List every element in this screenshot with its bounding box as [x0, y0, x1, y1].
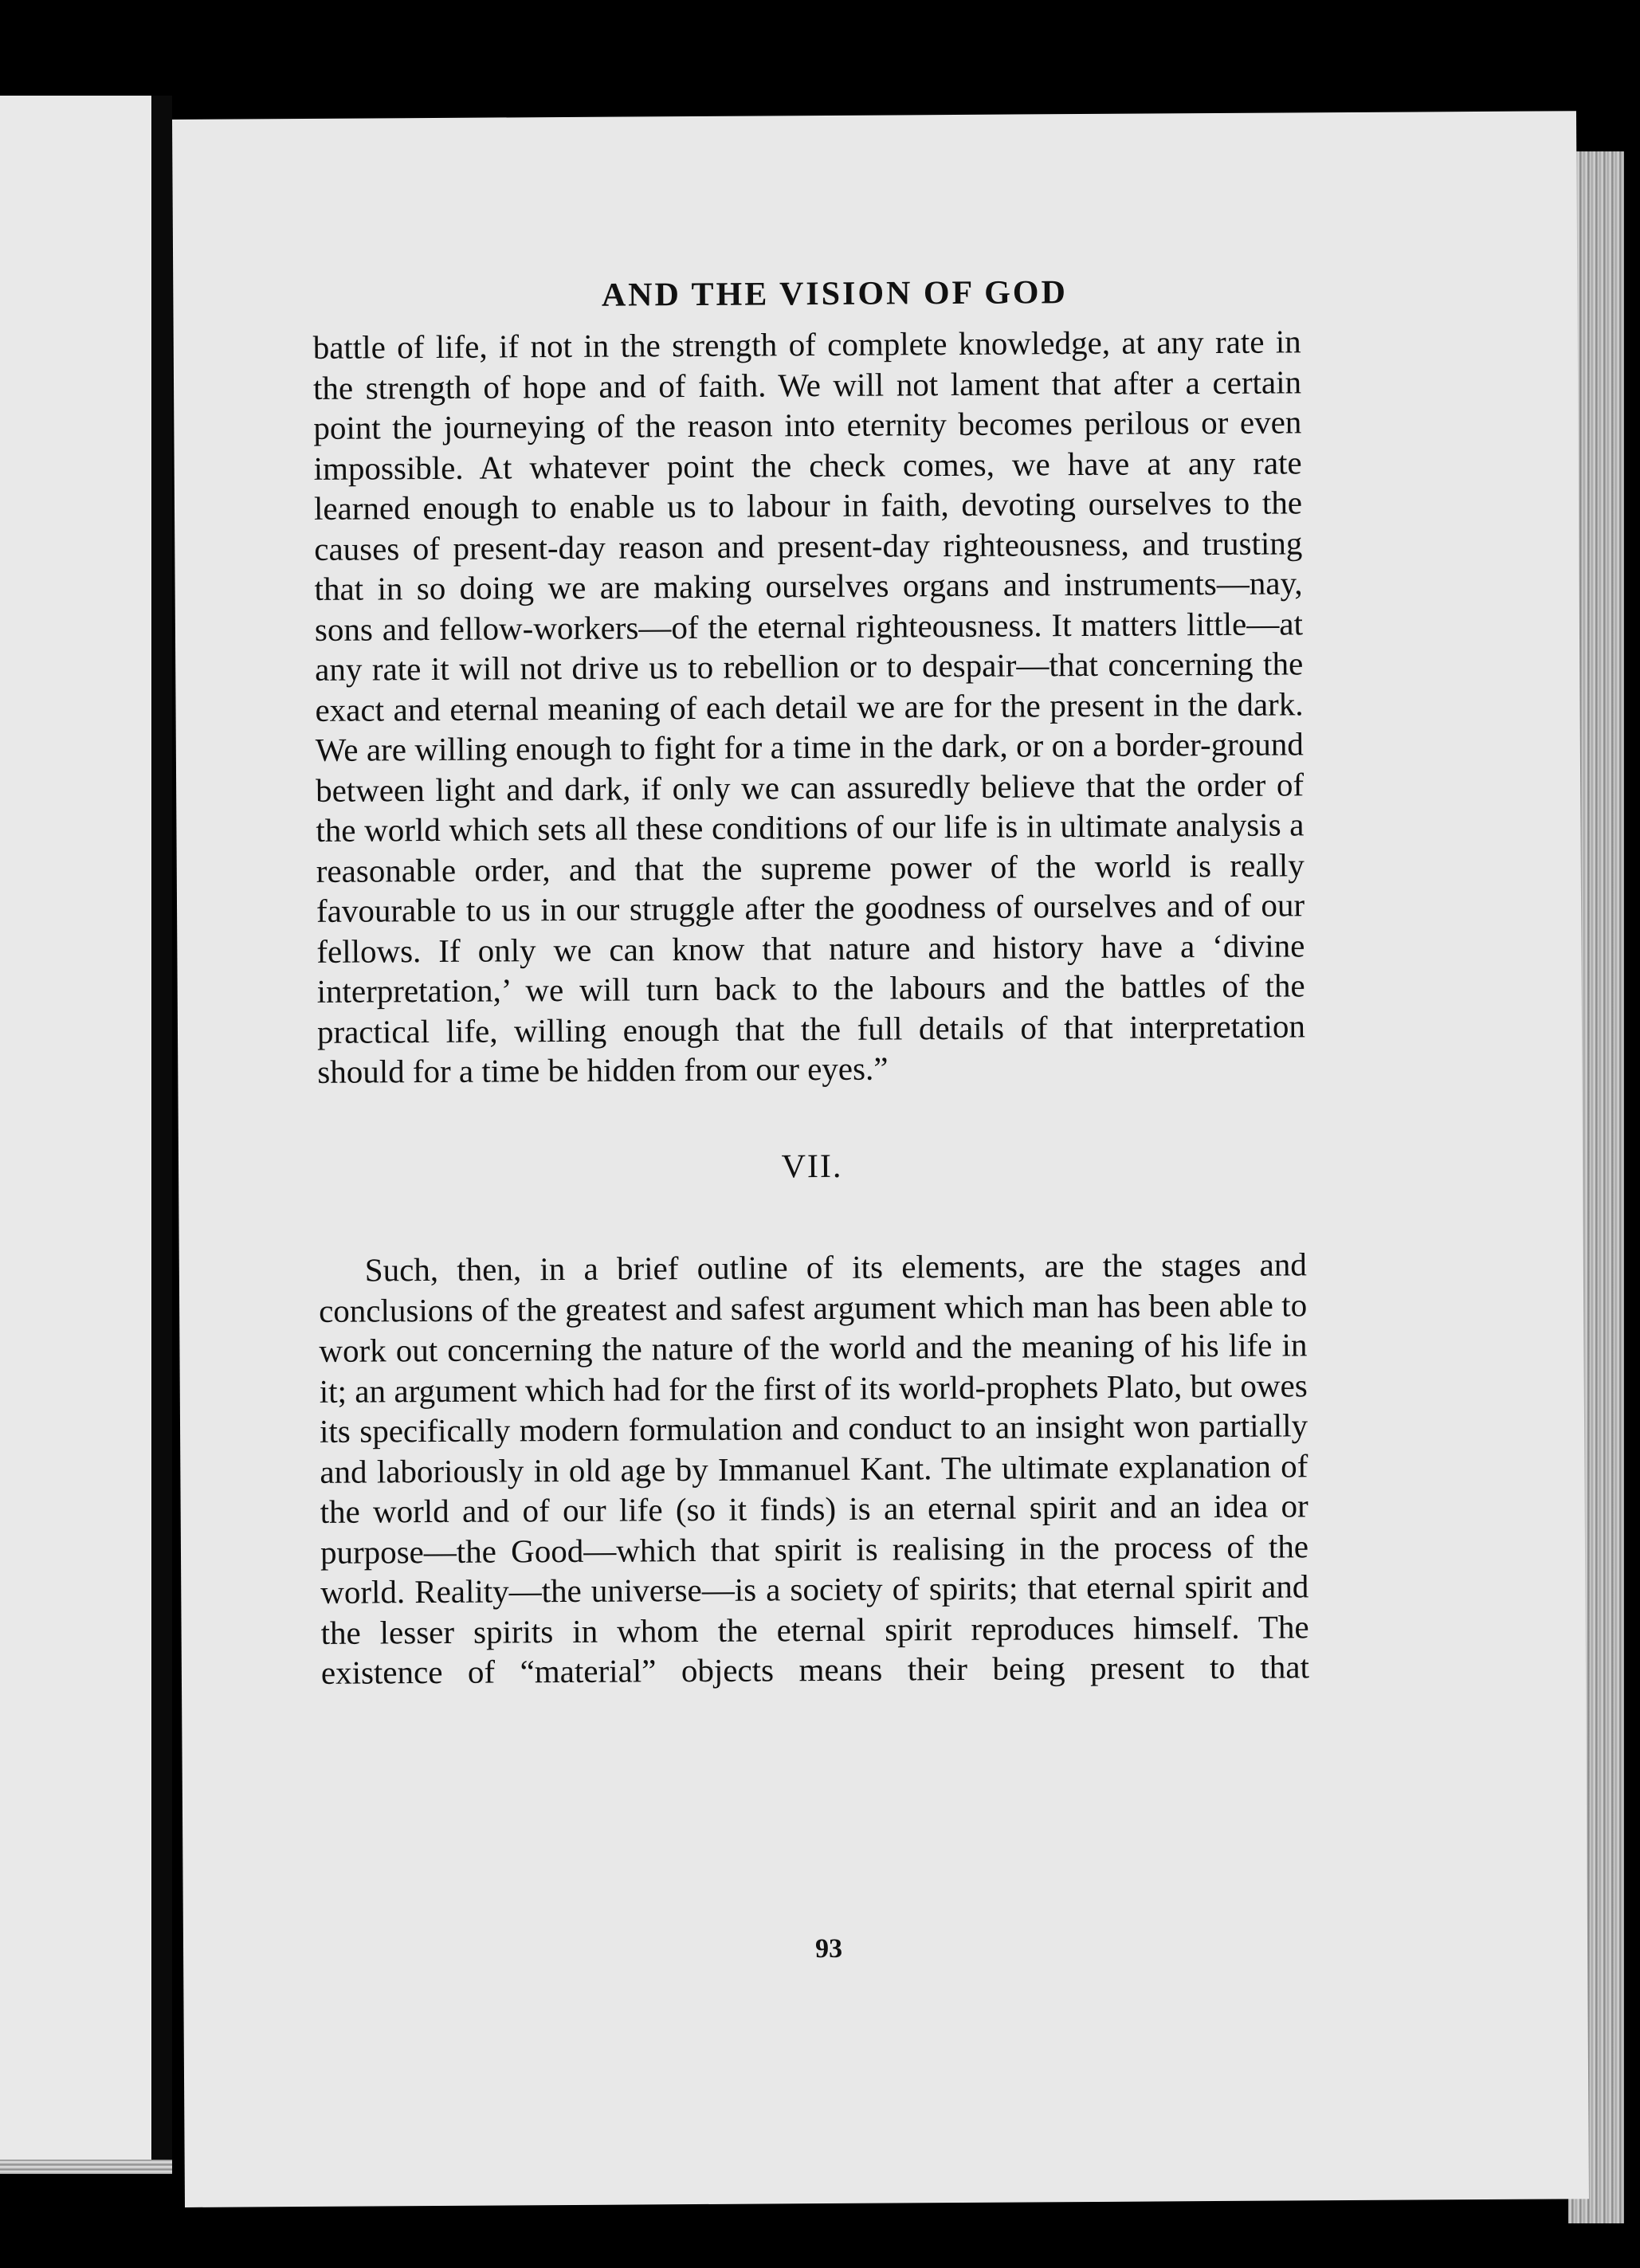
facing-page-margin [0, 96, 151, 2160]
page-body [313, 321, 1309, 1693]
page-number: 93 [814, 1933, 843, 1964]
paragraph-continued: battle of life, if not in the strength of complete knowledge, at any rate in the strength of hope and of faith. We will not lament that after a certain point the journeying of the reason into eternity becomes perilous or even impossible. At whatever point the check comes, we have at any rate learned enough to enable us to labour in faith, devoting ourselves to the causes of present-day reason and present-day righteousness, and trusting that in so doing we are making ourselves organs and instruments—nay, sons and fellow-workers—of the eternal righteousness. It matters little—at any rate it will not drive us to rebellion or to despair—that concerning the exact and eternal meaning of each detail we are for the present in the dark. We are willing enough to fight for a time in the dark, or on a border-ground between light and dark, if only we can assuredly believe that the order of the world which sets all these conditions of our life is in ultimate analysis a reasonable order, and that the supreme power of the world is really favourable to us in our struggle after the goodness of ourselves and of our fellows. If only we can know that nature and history have a ‘divine interpretation,’ we will turn back to the labours and the battles of the practical life, willing enough that the full details of that interpretation should for a time be hidden from our eyes.” [312, 323, 1306, 1090]
bottom-page-edges [0, 2160, 172, 2174]
section-heading: VII. [781, 1148, 843, 1185]
book-page [172, 111, 1589, 2207]
running-title: AND THE VISION OF GOD [601, 274, 1068, 314]
paragraph-section-vii: Such, then, in a brief outline of its elements, are the stages and conclusions of the greatest and safest argument which man has been able to work out concerning the nature of the world and the meaning of his life in it; an argument which had for the first of its world-prophets Plato, but owes its specifically modern formulation and conduct to an insight won partially and laboriously in old age by Immanuel Kant. The ultimate explanation of the world and of our life (so it finds) is an eternal spirit and an idea or purpose—the Good—which that spirit is realising in the process of the world. Reality—the universe—is a society of spirits; that eternal spirit and the lesser spirits in whom the eternal spirit reproduces himself. The existence of “material” objects means their being present to that [318, 1246, 1310, 1691]
book-gutter [153, 96, 172, 2168]
